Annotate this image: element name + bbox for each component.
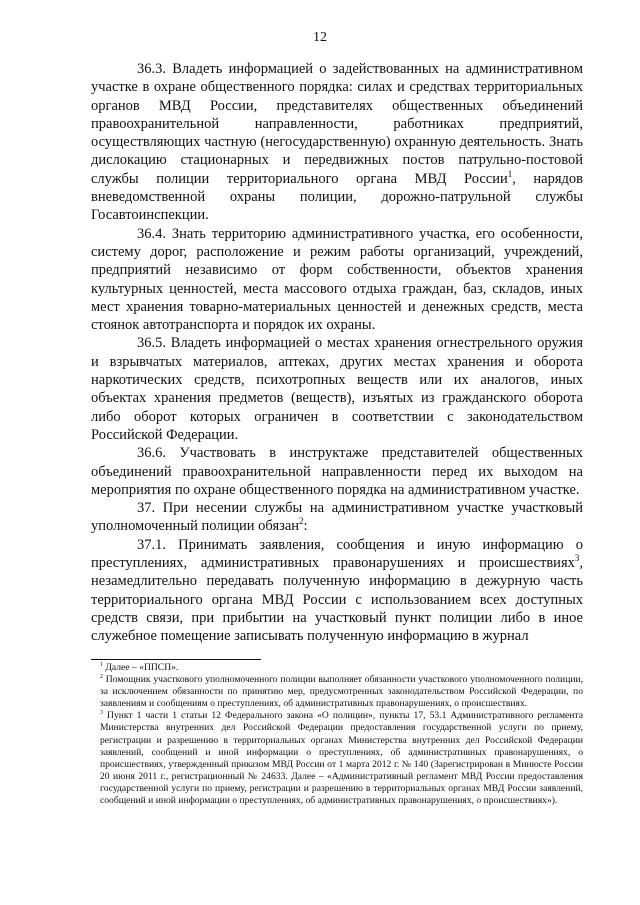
footnote-number: 1: [100, 661, 103, 668]
paragraph-37: 37. При несении службы на административном участке участковый уполномоченный полиции обязан$^2$:: [91, 500, 583, 535]
footnote-3: $^3$ Пункт 1 части 1 статьи 12 Федерального закона «О полиции», пункты 17, 53.1 Административного регламента Министерства внутренних дел Российской Федерации предоставления государственной услуги по приему, регистрации и разрешению в территориальных органах Министерства внутренних дел Российской Федерации заявлений, сообщений и иной информации о преступлениях, об административных правонарушениях, о происшествиях, утвержденный приказом МВД России от 1 марта 2012 г. № 140 (Зарегистрирован в Минюсте России 20 июня 2011 г., регистрационный № 24633. Далее – «Административный регламент МВД России предоставления государственной услуги по приему, регистрации и разрешению в территориальных органах МВД России заявлений, сообщений и иной информации о преступлениях, об административных правонарушениях, о происшествиях»).: [100, 710, 583, 807]
paragraph-36-6: 36.6. Участвовать в инструктаже представителей общественных объединений правоохранительной направленности перед их выходом на мероприятия по охране общественного порядка на административном участке.: [91, 445, 583, 498]
footnote-divider: [91, 659, 261, 660]
footnote-ref-1[interactable]: 1: [507, 168, 513, 179]
body-text: [91, 60, 583, 646]
footnote-number: 3: [100, 710, 103, 717]
footnote-ref-3[interactable]: 3: [574, 553, 580, 564]
footnote-2: $^2$ Помощник участкового уполномоченного полиции выполняет обязанности участкового уполномоченного полиции, за исключением обязанности по принятию мер, предусмотренных законодательством Российской Федерации, по заявлениям и сообщениям о преступлениях, об административных правонарушениях, о происшествиях.: [100, 673, 583, 710]
paragraph-37-1: 37.1. Принимать заявления, сообщения и иную информацию о преступлениях, административных правонарушениях и происшествиях$^3$, незамедлительно передавать полученную информацию в дежурную часть территориального органа МВД России с использованием всех доступных средств связи, при прибытии на участковый пункт полиции либо в иное служебное помещение записывать полученную информацию в журнал: [91, 536, 583, 645]
paragraph-36-3: 36.3. Владеть информацией о задействованных на административном участке в охране общественного порядка: силах и средствах территориальных органов МВД России, представителях общественных объединений правоохранительной направленности, работниках предприятий, осуществляющих частную (негосударственную) охранную деятельность. Знать дислокацию стационарных и передвижных постов патрульно-постовой службы полиции территориального органа МВД России$^1$, нарядов вневедомственной охраны полиции, дорожно-патрульной службы Госавтоинспекции.: [91, 61, 584, 224]
footnote-ref-2[interactable]: 2: [299, 516, 304, 527]
paragraph-36-5: 36.5. Владеть информацией о местах хранения огнестрельного оружия и взрывчатых материалов, аптеках, других местах хранения и оборота наркотических средств, психотропных веществ или их аналогов, иных объектах хранения предметов (веществ), изъятых из гражданского оборота либо оборот которых ограничен в соответствии с законодательством Российской Федерации.: [91, 335, 583, 443]
page-number: 12: [313, 30, 327, 45]
paragraph-36-4: 36.4. Знать территорию административного участка, его особенности, систему дорог, расположение и режим работы организаций, учреждений, предприятий независимо от форм собственности, объектов хранения культурных ценностей, места массового отдыха граждан, баз, складов, иных мест хранения товарно-материальных ценностей и денежных средств, места стоянок автотранспорта и порядок их охраны.: [91, 225, 583, 334]
footnotes: [100, 662, 583, 807]
footnote-1: $^1$ Далее – «ППСП».: [100, 661, 179, 673]
footnote-number: 2: [100, 673, 103, 680]
